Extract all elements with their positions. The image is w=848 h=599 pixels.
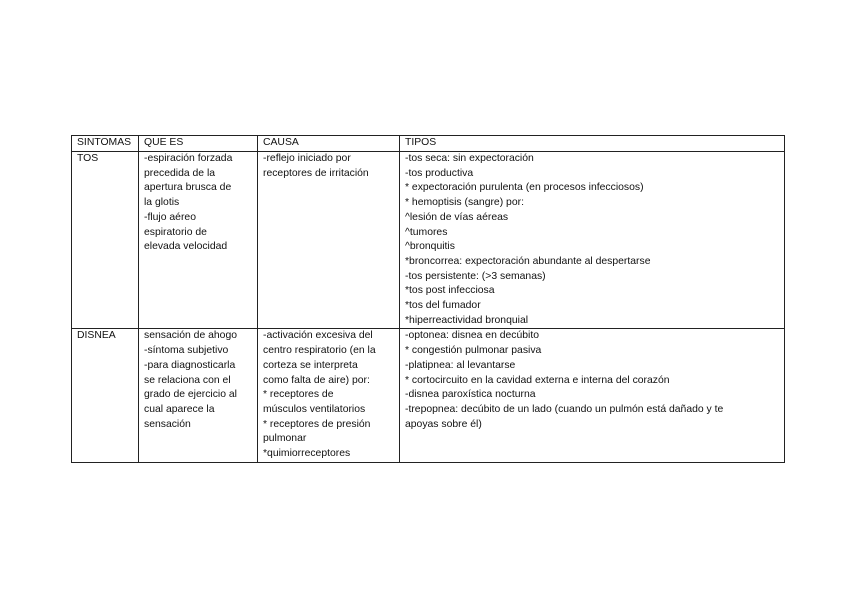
cell-line: centro respiratorio (en la [263,345,376,357]
cell-tipos [400,152,785,329]
header-sintomas: SINTOMAS [72,136,139,152]
cell-line: ^bronquitis [405,241,455,253]
header-que-es: QUE ES [139,136,258,152]
cell-line: -platipnea: al levantarse [405,359,516,371]
cell-que-es [139,152,258,329]
table-row [72,329,785,462]
cell-line: * expectoración purulenta (en procesos infecciosos) [405,182,644,194]
cell-line: *hiperreactividad bronquial [405,314,529,326]
cell-line: ^tumores [405,226,448,238]
cell-sintoma: TOS [72,152,139,329]
cell-line: -tos productiva [405,167,474,179]
cell-line: * hemoptisis (sangre) por: [405,197,524,209]
cell-line: * receptores de [263,389,334,401]
cell-line: *tos del fumador [405,300,481,312]
cell-line: -síntoma subjetivo [144,345,229,357]
cell-que-es [139,329,258,462]
cell-line: apertura brusca de [144,182,232,194]
table-row [72,152,785,329]
header-tipos: TIPOS [400,136,785,152]
symptoms-table [71,135,785,463]
cell-line: -reflejo iniciado por [263,153,351,164]
cell-line: * cortocircuito en la cavidad externa e interna del corazón [405,374,670,386]
cell-line: -para diagnosticarla [144,359,236,371]
cell-line: músculos ventilatorios [263,403,366,415]
cell-line: -trepopnea: decúbito de un lado (cuando un pulmón está dañado y te [405,403,724,415]
cell-line: -tos seca: sin expectoración [405,153,534,164]
header-row [72,136,785,152]
cell-causa [258,329,400,462]
cell-line: *quimiorreceptores [263,448,351,460]
cell-line: *tos post infecciosa [405,285,495,297]
cell-line: *broncorrea: expectoración abundante al despertarse [405,255,651,267]
cell-line: -flujo aéreo [144,211,196,223]
cell-tipos [400,329,785,462]
cell-line: * receptores de presión [263,418,371,430]
cell-line: como falta de aire) por: [263,374,370,386]
cell-line: elevada velocidad [144,241,228,253]
cell-line: -tos persistente: (>3 semanas) [405,270,546,282]
cell-line: -optonea: disnea en decúbito [405,330,540,342]
cell-line: cual aparece la [144,403,215,415]
cell-line: -activación excesiva del [263,330,373,342]
cell-line: la glotis [144,197,180,209]
cell-line: apoyas sobre él) [405,418,482,430]
cell-line: ^lesión de vías aéreas [405,211,509,223]
cell-causa [258,152,400,329]
cell-line: espiratorio de [144,226,207,238]
cell-line: sensación [144,418,191,430]
cell-sintoma: DISNEA [72,329,139,462]
cell-line: corteza se interpreta [263,359,358,371]
cell-line: sensación de ahogo [144,330,238,342]
cell-line: * congestión pulmonar pasiva [405,345,542,357]
cell-line: precedida de la [144,167,216,179]
cell-line: pulmonar [263,433,307,445]
cell-line: se relaciona con el [144,374,231,386]
cell-line: receptores de irritación [263,167,369,179]
header-causa: CAUSA [258,136,400,152]
cell-line: -espiración forzada [144,153,233,164]
cell-line: -disnea paroxística nocturna [405,389,536,401]
cell-line: grado de ejercicio al [144,389,237,401]
